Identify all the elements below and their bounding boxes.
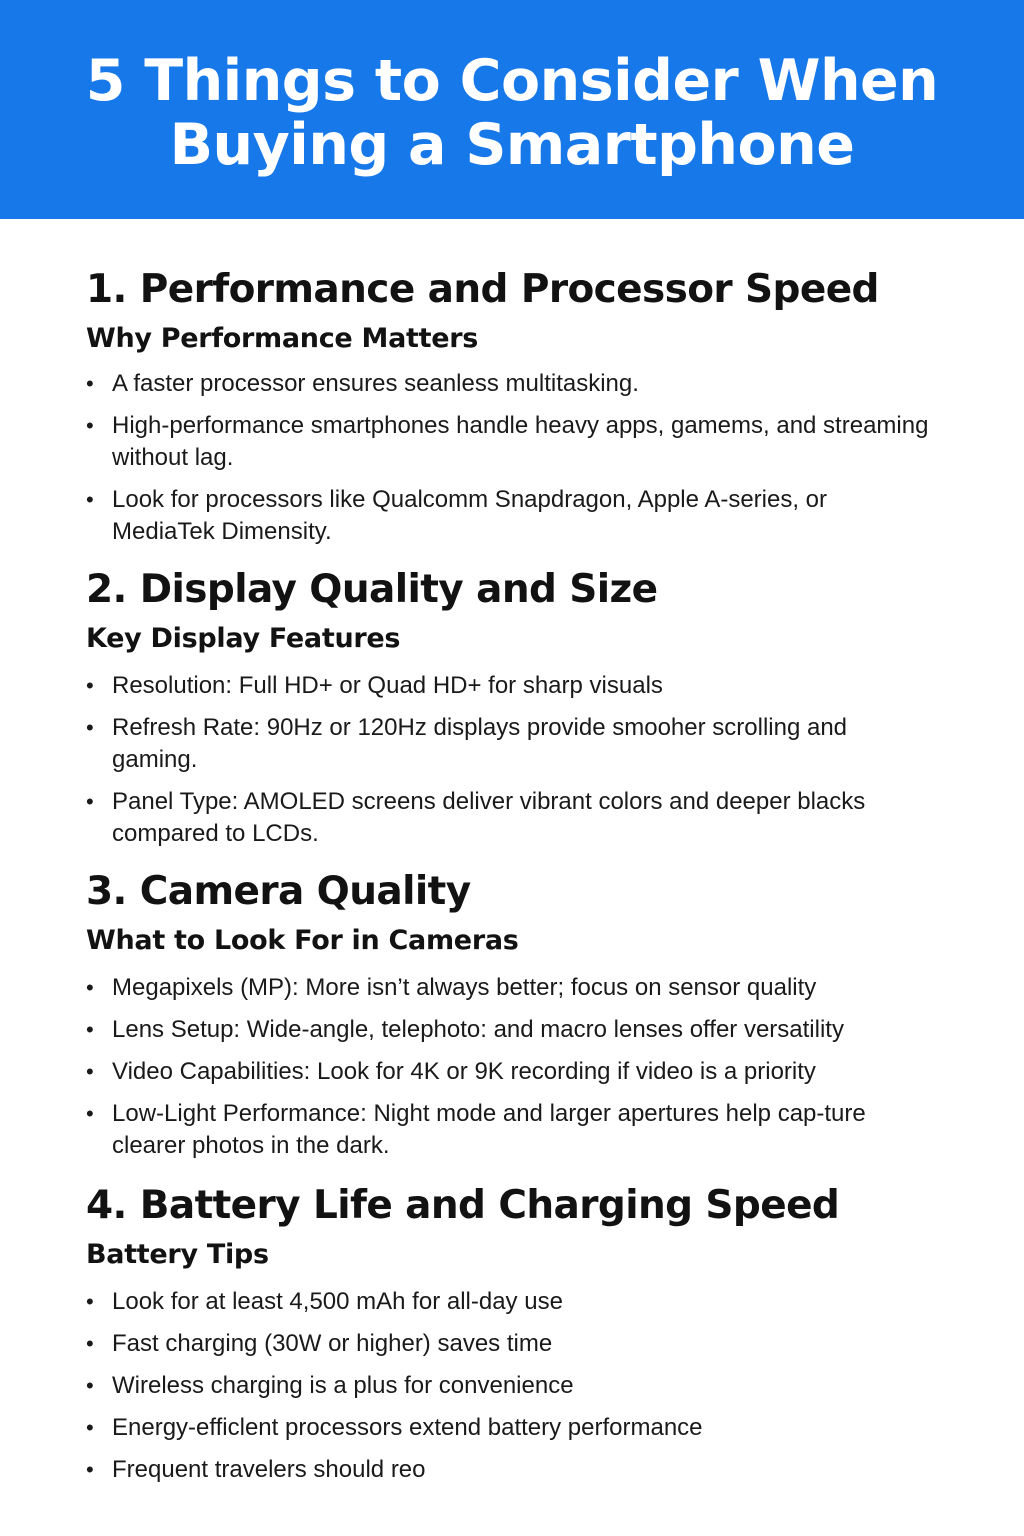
list-item [86, 410, 936, 474]
bullet-dot: • [86, 715, 94, 740]
list-item-text: High-performance smartphones handle heavy apps, gamems, and streaming without lag. [112, 412, 929, 471]
section-camera [86, 868, 936, 1162]
section-performance [86, 266, 936, 548]
list-item-text: A faster processor ensures seanless multitasking. [112, 370, 639, 397]
list-item [86, 1454, 936, 1486]
section-heading: 3. Camera Quality [86, 869, 471, 914]
article-body [0, 266, 936, 1486]
section-subheading: Why Performance Matters [86, 323, 479, 354]
bullet-dot: • [86, 789, 94, 814]
bullet-dot: • [86, 1017, 94, 1042]
bullet-dot: • [86, 487, 94, 512]
list-item-text: Low-Light Performance: Night mode and larger apertures help cap-ture clearer photos in the dark. [112, 1100, 866, 1159]
section-subheading: What to Look For in Cameras [86, 925, 519, 956]
page-title-line-2: Buying a Smartphone [169, 111, 855, 178]
page-title-line-1: 5 Things to Consider When [85, 47, 939, 114]
section-heading: 4. Battery Life and Charging Speed [86, 1183, 840, 1228]
list-item-text: Video Capabilities: Look for 4K or 9K recording if video is a priority [112, 1058, 816, 1085]
bullet-dot: • [86, 1373, 94, 1398]
list-item [86, 1328, 936, 1360]
section-heading: 2. Display Quality and Size [86, 567, 658, 612]
bullet-dot: • [86, 1415, 94, 1440]
bullet-list [86, 1286, 936, 1486]
bullet-list [86, 670, 936, 850]
list-item [86, 368, 936, 400]
bullet-dot: • [86, 371, 94, 396]
title-banner [0, 0, 1024, 219]
list-item [86, 1098, 936, 1162]
bullet-dot: • [86, 1289, 94, 1314]
bullet-dot: • [86, 1457, 94, 1482]
list-item [86, 712, 936, 776]
section-battery [86, 1182, 936, 1486]
section-subheading: Battery Tips [86, 1239, 269, 1270]
list-item [86, 484, 936, 548]
bullet-dot: • [86, 975, 94, 1000]
bullet-dot: • [86, 1101, 94, 1126]
list-item-text: Megapixels (MP): More isn’t always better; focus on sensor quality [112, 974, 817, 1001]
list-item [86, 1014, 936, 1046]
section-subheading: Key Display Features [86, 623, 401, 654]
list-item-text: Lens Setup: Wide-angle, telephoto: and macro lenses offer versatility [112, 1016, 844, 1043]
list-item-text: Frequent travelers should reo [112, 1456, 426, 1483]
list-item [86, 670, 936, 702]
list-item-text: Wireless charging is a plus for convenience [112, 1372, 574, 1399]
list-item [86, 1412, 936, 1444]
list-item-text: Energy-efficlent processors extend battery performance [112, 1414, 703, 1441]
bullet-dot: • [86, 673, 94, 698]
bullet-dot: • [86, 1059, 94, 1084]
list-item-text: Fast charging (30W or higher) saves time [112, 1330, 553, 1357]
bullet-dot: • [86, 413, 94, 438]
list-item [86, 972, 936, 1004]
list-item-text: Panel Type: AMOLED screens deliver vibrant colors and deeper blacks compared to LCDs. [112, 788, 866, 847]
list-item [86, 1056, 936, 1088]
page-title [86, 49, 939, 177]
list-item-text: Look for processors like Qualcomm Snapdragon, Apple A-series, or MediaTek Dimensity. [112, 486, 828, 545]
section-heading: 1. Performance and Processor Speed [86, 267, 879, 312]
bullet-dot: • [86, 1331, 94, 1356]
list-item-text: Resolution: Full HD+ or Quad HD+ for sharp visuals [112, 672, 663, 699]
section-display [86, 566, 936, 850]
bullet-list [86, 972, 936, 1162]
bullet-list [86, 368, 936, 548]
list-item [86, 1370, 936, 1402]
list-item [86, 1286, 936, 1318]
list-item-text: Look for at least 4,500 mAh for all-day use [112, 1288, 563, 1315]
list-item-text: Refresh Rate: 90Hz or 120Hz displays provide smooher scrolling and gaming. [112, 714, 848, 773]
list-item [86, 786, 936, 850]
